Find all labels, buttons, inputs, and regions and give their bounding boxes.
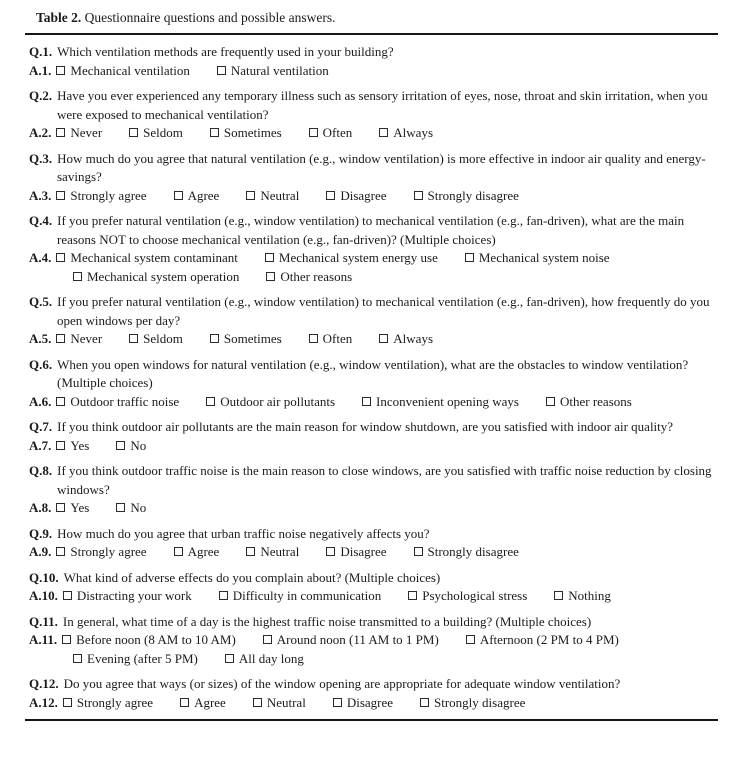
question-line (29, 87, 713, 124)
checkbox-icon (219, 591, 228, 600)
question-label: Q.5. (29, 294, 53, 309)
question-text: What kind of adverse effects do you complain about? (Multiple choices) (63, 569, 441, 585)
question-text: When you open windows for natural ventilation (e.g., window ventilation), what are the obstacles to window ventilation? (Multiple choices) (57, 356, 689, 390)
table-caption-text: Questionnaire questions and possible answers. (84, 10, 336, 25)
answer-option (210, 124, 282, 143)
option-label: Strongly agree (70, 187, 147, 203)
answer-option (379, 124, 433, 143)
question-label: Q.11. (29, 613, 58, 629)
checkbox-icon (217, 66, 226, 75)
answer-row (29, 631, 713, 650)
answer-label: A.8. (29, 500, 52, 515)
option-label: Seldom (143, 125, 183, 140)
checkbox-icon (333, 698, 342, 707)
checkbox-icon (129, 128, 138, 137)
checkbox-icon (466, 635, 475, 644)
qa-block (29, 613, 713, 669)
option-label: Distracting your work (76, 588, 192, 603)
question-label: Q.9. (29, 525, 53, 541)
question-line (29, 150, 713, 187)
answer-row (29, 499, 713, 518)
qa-block (29, 462, 713, 518)
option-label: Neutral (266, 694, 306, 710)
checkbox-icon (116, 441, 125, 450)
answer-label: A.5. (29, 331, 52, 346)
answer-option (309, 124, 353, 143)
qa-block (29, 43, 713, 80)
option-label: Yes (70, 437, 90, 453)
option-label: Strongly disagree (427, 187, 519, 203)
answer-option (56, 499, 89, 518)
answer-option (326, 543, 386, 562)
answer-row (29, 124, 713, 143)
answer-label: A.3. (29, 187, 52, 203)
answer-option (217, 62, 329, 81)
checkbox-icon (56, 334, 65, 343)
qa-block (29, 356, 713, 412)
answer-option (56, 330, 102, 349)
checkbox-icon (326, 547, 335, 556)
qa-block (29, 212, 713, 286)
question-line (29, 43, 713, 62)
checkbox-icon (56, 503, 65, 512)
question-text: In general, what time of a day is the highest traffic noise transmitted to a building? (Multiple choices) (62, 613, 592, 629)
answer-option (333, 694, 393, 713)
question-line (29, 212, 713, 249)
option-label: Never (70, 125, 103, 140)
checkbox-icon (56, 547, 65, 556)
checkbox-icon (62, 635, 71, 644)
answer-option (379, 330, 433, 349)
option-label: Mechanical ventilation (70, 62, 190, 78)
checkbox-icon (56, 441, 65, 450)
question-text: Do you agree that ways (or sizes) of the window opening are appropriate for adequate window ventilation? (63, 676, 621, 691)
answer-label: A.11. (29, 632, 58, 647)
question-line (29, 293, 713, 330)
checkbox-icon (266, 272, 275, 281)
answer-row (29, 249, 713, 268)
answer-row (29, 650, 713, 669)
question-line (29, 462, 713, 499)
answer-option (546, 393, 632, 412)
question-label: Q.3. (29, 150, 53, 166)
option-label: Agree (187, 544, 220, 559)
question-label: Q.2. (29, 88, 53, 103)
answer-row (29, 62, 713, 81)
answer-option (129, 330, 183, 349)
question-line (29, 356, 713, 393)
question-text: Have you ever experienced any temporary illness such as sensory irritation of eyes, nose, throat and skin irritation, when you were exposed to mechanical ventilation? (57, 88, 708, 122)
checkbox-icon (56, 128, 65, 137)
checkbox-icon (309, 334, 318, 343)
answer-option (414, 187, 519, 206)
option-label: No (130, 500, 147, 515)
checkbox-icon (420, 698, 429, 707)
option-label: Agree (194, 694, 226, 710)
option-label: Difficulty in communication (232, 588, 382, 603)
answer-option (225, 650, 304, 669)
checkbox-icon (408, 591, 417, 600)
option-label: Mechanical system noise (478, 250, 610, 265)
checkbox-icon (206, 397, 215, 406)
answer-option (219, 587, 382, 606)
question-label: Q.12. (29, 676, 59, 691)
question-line (29, 613, 713, 632)
table-top-rule (25, 33, 718, 35)
option-label: Disagree (340, 544, 387, 559)
option-label: Often (322, 125, 353, 140)
option-label: Neutral (260, 544, 300, 559)
option-label: Often (322, 331, 353, 346)
option-label: Outdoor traffic noise (70, 393, 180, 409)
answer-option (56, 393, 179, 412)
question-line (29, 418, 713, 437)
checkbox-icon (174, 191, 183, 200)
answer-row (29, 543, 713, 562)
answer-option (129, 124, 183, 143)
answer-option (63, 694, 153, 713)
option-label: Strongly disagree (434, 694, 526, 710)
option-label: Mechanical system contaminant (70, 250, 238, 265)
answer-option (466, 631, 619, 650)
checkbox-icon (414, 191, 423, 200)
question-text: Which ventilation methods are frequently used in your building? (57, 44, 394, 59)
checkbox-icon (265, 253, 274, 262)
answer-option (408, 587, 527, 606)
option-label: Mechanical system operation (87, 268, 240, 284)
checkbox-icon (246, 547, 255, 556)
option-label: Always (393, 125, 433, 140)
answer-label: A.2. (29, 125, 52, 140)
answer-option (56, 543, 146, 562)
answer-label: A.6. (29, 393, 52, 409)
answer-row (29, 330, 713, 349)
checkbox-icon (263, 635, 272, 644)
option-label: Before noon (8 AM to 10 AM) (76, 632, 236, 647)
answer-row (29, 694, 713, 713)
answer-option (180, 694, 226, 713)
answer-option (174, 187, 220, 206)
answer-option (362, 393, 519, 412)
question-label: Q.10. (29, 569, 59, 585)
answer-row (29, 437, 713, 456)
option-label: Strongly disagree (427, 544, 519, 559)
answer-option (116, 499, 146, 518)
answer-option (265, 249, 438, 268)
option-label: Afternoon (2 PM to 4 PM) (479, 632, 619, 647)
option-label: Never (70, 331, 103, 346)
answer-option (56, 249, 238, 268)
qa-block (29, 569, 713, 606)
checkbox-icon (174, 547, 183, 556)
checkbox-icon (210, 334, 219, 343)
question-text: If you think outdoor traffic noise is the main reason to close windows, are you satisfied with traffic noise reduction by closing windows? (57, 463, 712, 497)
question-label: Q.1. (29, 44, 53, 59)
question-text: If you prefer natural ventilation (e.g., window ventilation) to mechanical ventilation (e.g., fan-driven), how frequently do you open windows per day? (57, 294, 710, 328)
answer-option (414, 543, 519, 562)
answer-label: A.1. (29, 62, 52, 78)
question-text: How much do you agree that urban traffic noise negatively affects you? (57, 525, 430, 541)
checkbox-icon (180, 698, 189, 707)
question-label: Q.4. (29, 213, 53, 228)
qa-block (29, 87, 713, 143)
option-label: Other reasons (280, 268, 353, 284)
option-label: Psychological stress (422, 588, 528, 603)
option-label: Seldom (143, 331, 183, 346)
qa-block (29, 150, 713, 206)
checkbox-icon (362, 397, 371, 406)
option-label: Sometimes (223, 331, 282, 346)
checkbox-icon (63, 591, 72, 600)
question-line (29, 569, 713, 588)
answer-row (29, 393, 713, 412)
answer-option (62, 631, 236, 650)
table-bottom-rule (25, 719, 718, 721)
answer-label: A.7. (29, 437, 52, 453)
checkbox-icon (210, 128, 219, 137)
table-caption (36, 9, 717, 27)
answer-label: A.9. (29, 544, 52, 559)
answer-option (56, 187, 146, 206)
checkbox-icon (63, 698, 72, 707)
answer-option (465, 249, 610, 268)
answer-option (210, 330, 282, 349)
option-label: Strongly agree (76, 694, 154, 710)
checkbox-icon (379, 128, 388, 137)
answer-option (56, 437, 89, 456)
answer-label: A.10. (29, 588, 58, 603)
checkbox-icon (73, 654, 82, 663)
checkbox-icon (414, 547, 423, 556)
checkbox-icon (246, 191, 255, 200)
qa-block (29, 293, 713, 349)
option-label: Evening (after 5 PM) (87, 650, 198, 666)
checkbox-icon (129, 334, 138, 343)
qa-block (29, 418, 713, 455)
option-label: All day long (238, 650, 304, 666)
checkbox-icon (309, 128, 318, 137)
option-label: Disagree (340, 187, 387, 203)
option-label: Nothing (568, 588, 611, 603)
question-label: Q.8. (29, 463, 53, 478)
checkbox-icon (253, 698, 262, 707)
checkbox-icon (225, 654, 234, 663)
answer-option (246, 543, 299, 562)
option-label: Outdoor air pollutants (220, 393, 336, 409)
option-label: Always (393, 331, 433, 346)
questions-list (29, 43, 713, 712)
question-label: Q.6. (29, 356, 53, 372)
question-text: If you prefer natural ventilation (e.g., window ventilation) to mechanical ventilation (e.g., fan-driven), what are the main reasons NOT to choose mechanical ventilation (e.g., fan-driven)? (Multiple choices) (57, 213, 685, 247)
checkbox-icon (546, 397, 555, 406)
option-label: Mechanical system energy use (278, 250, 438, 265)
checkbox-icon (326, 191, 335, 200)
answer-option (206, 393, 335, 412)
question-line (29, 525, 713, 544)
answer-option (56, 124, 102, 143)
checkbox-icon (56, 66, 65, 75)
option-label: Strongly agree (70, 544, 147, 559)
option-label: Other reasons (559, 393, 632, 409)
option-label: Sometimes (223, 125, 282, 140)
answer-option (73, 650, 198, 669)
question-label: Q.7. (29, 419, 53, 434)
answer-option (266, 268, 352, 287)
table-caption-label: Table 2. (36, 10, 82, 25)
answer-option (263, 631, 439, 650)
answer-option (253, 694, 306, 713)
qa-block (29, 525, 713, 562)
answer-option (326, 187, 386, 206)
checkbox-icon (56, 397, 65, 406)
answer-option (309, 330, 353, 349)
checkbox-icon (73, 272, 82, 281)
checkbox-icon (56, 253, 65, 262)
checkbox-icon (379, 334, 388, 343)
answer-label: A.12. (29, 694, 58, 710)
option-label: Yes (70, 500, 90, 515)
question-line (29, 675, 713, 694)
answer-option (73, 268, 239, 287)
option-label: Disagree (346, 694, 394, 710)
option-label: No (130, 437, 147, 453)
answer-option (246, 187, 299, 206)
answer-row (29, 587, 713, 606)
question-text: If you think outdoor air pollutants are the main reason for window shutdown, are you satisfied with indoor air quality? (57, 419, 674, 434)
checkbox-icon (56, 191, 65, 200)
answer-option (63, 587, 192, 606)
option-label: Agree (187, 187, 220, 203)
option-label: Neutral (260, 187, 300, 203)
question-text: How much do you agree that natural ventilation (e.g., window ventilation) is more effective in indoor air quality and energy-savings? (57, 150, 706, 184)
answer-row (29, 268, 713, 287)
answer-row (29, 187, 713, 206)
checkbox-icon (554, 591, 563, 600)
answer-option (554, 587, 611, 606)
option-label: Around noon (11 AM to 1 PM) (276, 632, 439, 647)
checkbox-icon (116, 503, 125, 512)
answer-label: A.4. (29, 250, 52, 265)
answer-option (116, 437, 146, 456)
option-label: Natural ventilation (230, 62, 329, 78)
answer-option (56, 62, 189, 81)
checkbox-icon (465, 253, 474, 262)
option-label: Inconvenient opening ways (376, 393, 519, 409)
answer-option (420, 694, 525, 713)
answer-option (174, 543, 220, 562)
qa-block (29, 675, 713, 712)
